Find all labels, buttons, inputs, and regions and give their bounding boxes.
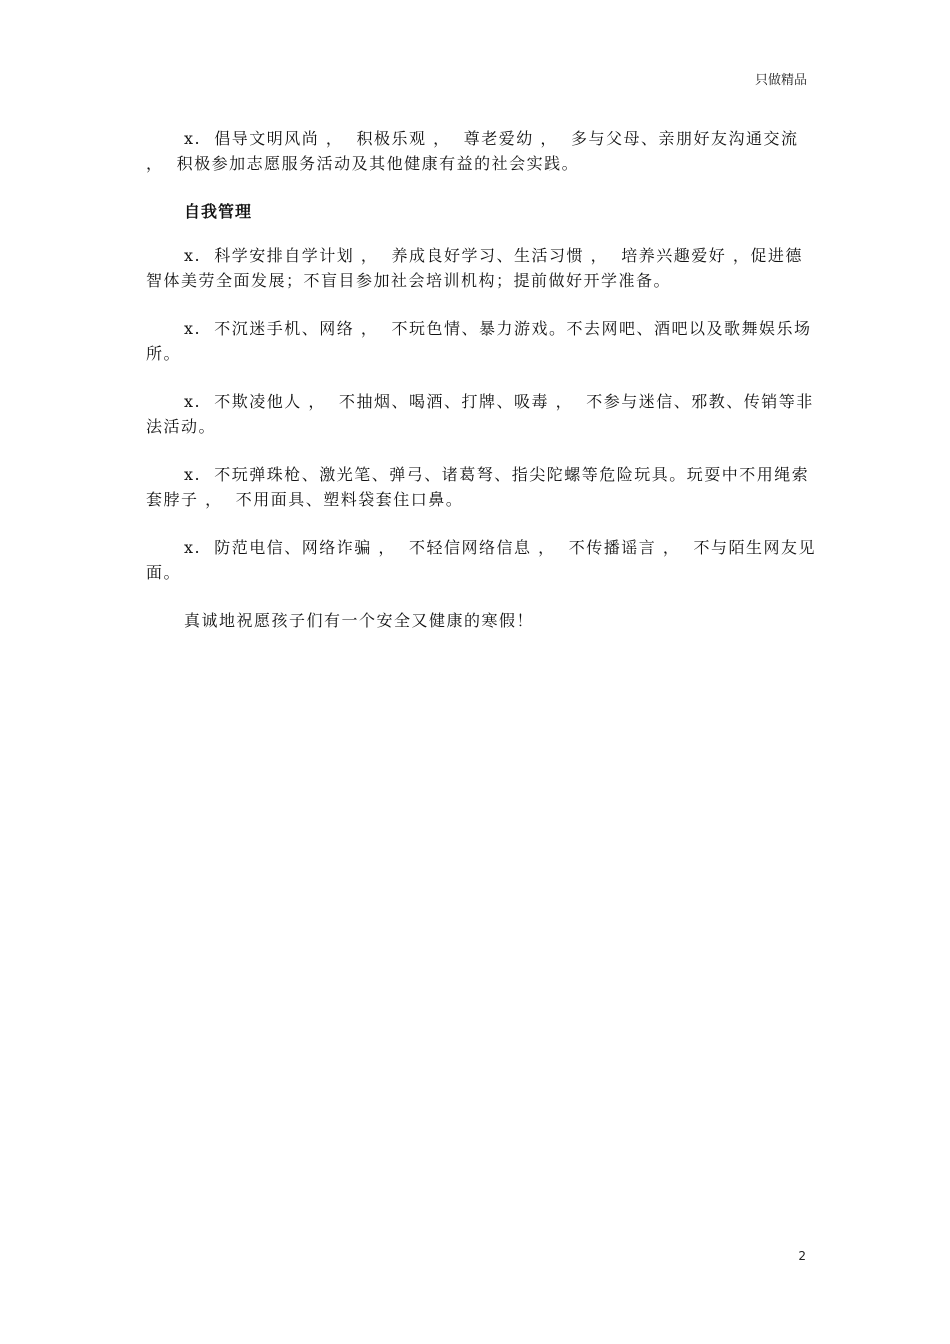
intro-paragraph: x. 倡导文明风尚 ， 积极乐观 ， 尊老爱幼 ， 多与父母、亲朋好友沟通交流 ， 积极参加志愿服务活动及其他健康有益的社会实践。 [146,129,806,173]
list-item: x. 不欺凌他人 ， 不抽烟、喝酒、打牌、吸毒 ， 不参与迷信、邪教、传销等非法活动。 [146,392,814,436]
section-heading: 自我管理 [184,202,253,221]
list-item: x. 不沉迷手机、网络 ， 不玩色情、暴力游戏。不去网吧、酒吧以及歌舞娱乐场所。 [146,319,812,363]
document-body [146,126,818,633]
closing-line: 真诚地祝愿孩子们有一个安全又健康的寒假！ [184,611,535,630]
list-item: x. 不玩弹珠枪、激光笔、弹弓、诸葛弩、指尖陀螺等危险玩具。玩耍中不用绳索套脖子 ， 不用面具、塑料袋套住口鼻。 [146,465,810,509]
list-item: x. 科学安排自学计划 ， 养成良好学习、生活习惯 ， 培养兴趣爱好 ，促进德智体美劳全面发展；不盲目参加社会培训机构；提前做好开学准备。 [146,246,803,290]
header-note: 只做精品 [754,73,807,88]
list-item: x. 防范电信、网络诈骗 ， 不轻信网络信息 ， 不传播谣言 ， 不与陌生网友见面。 [146,538,817,582]
page-number: 2 [798,1249,806,1263]
